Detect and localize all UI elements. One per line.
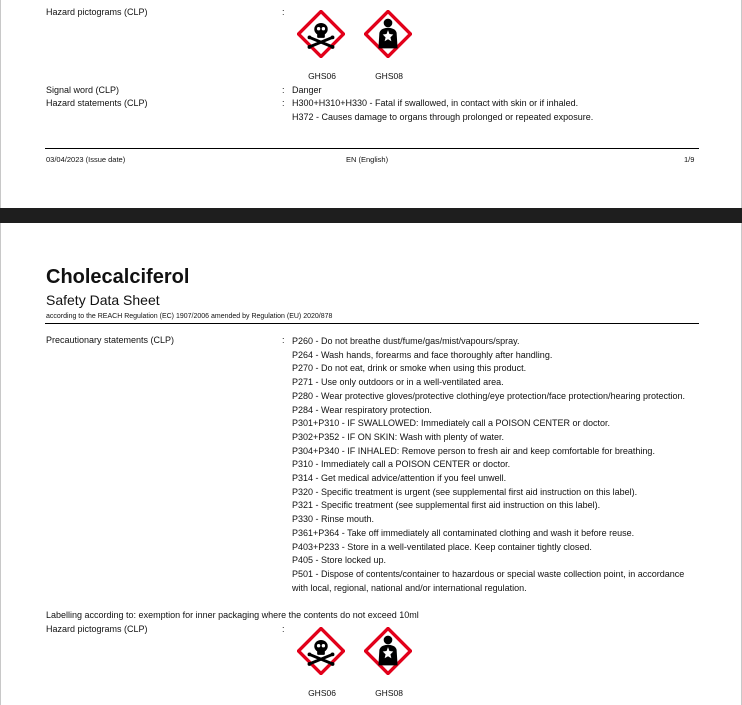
precautionary-statement: P284 - Wear respiratory protection.: [292, 404, 432, 415]
precautionary-statement: P304+P340 - IF INHALED: Remove person to fresh air and keep comfortable for breathing.: [292, 445, 655, 456]
precautionary-statement: P270 - Do not eat, drink or smoke when using this product.: [292, 363, 527, 374]
skull-crossbones-icon: [297, 627, 345, 675]
ghs06-code: GHS06: [308, 688, 336, 698]
colon: :: [282, 624, 285, 634]
precautionary-statement: P301+P310 - IF SWALLOWED: Immediately call a POISON CENTER or doctor.: [292, 418, 611, 429]
precautionary-statement: P361+P364 - Take off immediately all contaminated clothing and wash it before reuse.: [292, 527, 635, 538]
precautionary-statement: P280 - Wear protective gloves/protective clothing/eye protection/face protection/hearing protection.: [292, 390, 686, 401]
hazard-pictograms-label: Hazard pictograms (CLP): [46, 624, 148, 634]
skull-crossbones-icon: [297, 10, 345, 58]
document-page-1: [0, 0, 742, 208]
regulation-line: according to the REACH Regulation (EC) 1907/2006 amended by Regulation (EU) 2020/878: [46, 313, 333, 320]
hazard-statement: H300+H310+H330 - Fatal if swallowed, in contact with skin or if inhaled.: [292, 98, 579, 108]
colon: :: [282, 98, 285, 108]
footer-divider: [45, 148, 699, 149]
precautionary-statement: P405 - Store locked up.: [292, 555, 387, 566]
signal-word-value: Danger: [292, 85, 322, 95]
header-divider: [45, 323, 699, 324]
footer-issue-date: 03/04/2023 (Issue date): [46, 155, 126, 164]
ghs08-code: GHS08: [375, 688, 403, 698]
precautionary-statement: P264 - Wash hands, forearms and face thoroughly after handling.: [292, 349, 553, 360]
hazard-statement: H372 - Causes damage to organs through prolonged or repeated exposure.: [292, 112, 594, 122]
precautionary-statement: P302+P352 - IF ON SKIN: Wash with plenty of water.: [292, 431, 505, 442]
precautionary-statement: P403+P233 - Store in a well-ventilated place. Keep container tightly closed.: [292, 541, 592, 552]
ghs06-code: GHS06: [308, 71, 336, 81]
precautionary-statement: P310 - Immediately call a POISON CENTER or doctor.: [292, 459, 511, 470]
ghs08-code: GHS08: [375, 71, 403, 81]
footer-language: EN (English): [346, 155, 389, 164]
precautionary-statement: P271 - Use only outdoors or in a well-ventilated area.: [292, 377, 504, 388]
footer-page-number: 1/9: [684, 155, 695, 164]
colon: :: [282, 85, 285, 95]
hazard-pictograms-label: Hazard pictograms (CLP): [46, 7, 148, 17]
hazard-statements-label: Hazard statements (CLP): [46, 98, 148, 108]
health-hazard-icon: [364, 627, 412, 675]
precautionary-statement: P501 - Dispose of contents/container to hazardous or special waste collection point, in accordance with local, regional, national and/or international regulation.: [292, 568, 685, 593]
labelling-note: Labelling according to: exemption for inner packaging where the contents do not exceed 10ml: [46, 610, 419, 620]
precautionary-statement: P321 - Specific treatment (see supplemental first aid instruction on this label).: [292, 500, 601, 511]
document-page-2: [0, 223, 742, 705]
precautionary-statement: P320 - Specific treatment is urgent (see supplemental first aid instruction on this label).: [292, 486, 638, 497]
precautionary-statements-list: [292, 335, 702, 595]
precautionary-statement: P330 - Rinse mouth.: [292, 514, 375, 525]
colon: :: [282, 335, 285, 345]
colon: :: [282, 7, 285, 17]
signal-word-label: Signal word (CLP): [46, 85, 120, 95]
document-subtitle: Safety Data Sheet: [46, 292, 160, 308]
precautionary-statements-label: Precautionary statements (CLP): [46, 335, 175, 345]
page-separator: [0, 208, 742, 223]
health-hazard-icon: [364, 10, 412, 58]
document-title: Cholecalciferol: [46, 266, 190, 288]
precautionary-statement: P314 - Get medical advice/attention if you feel unwell.: [292, 473, 507, 484]
precautionary-statement: P260 - Do not breathe dust/fume/gas/mist/vapours/spray.: [292, 336, 520, 346]
